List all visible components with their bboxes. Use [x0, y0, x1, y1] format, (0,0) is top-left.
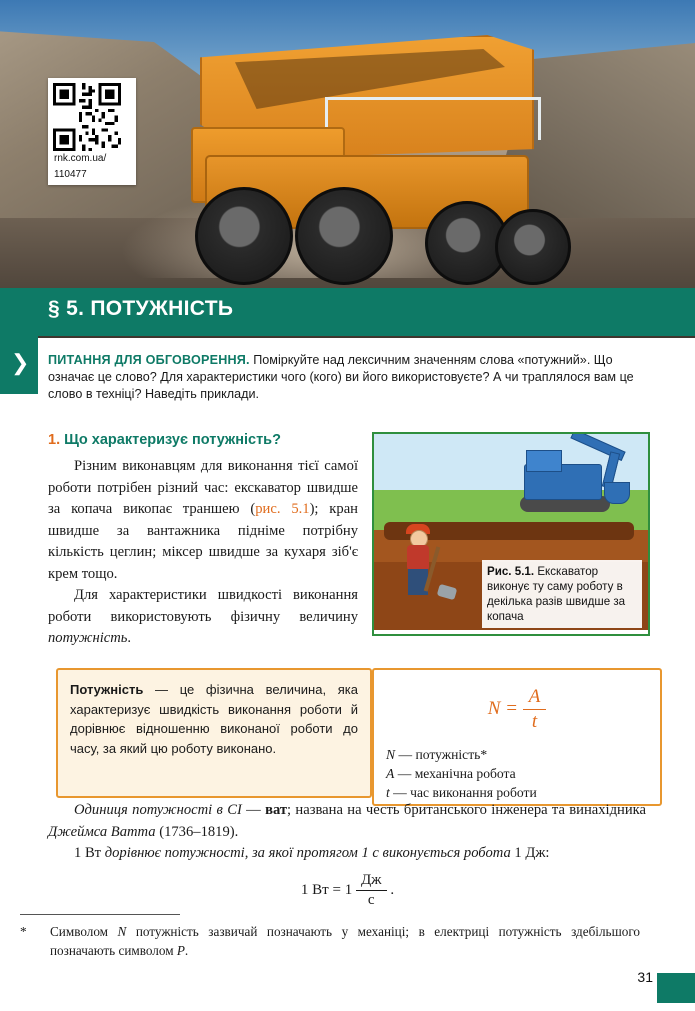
- discussion-label: ПИТАННЯ ДЛЯ ОБГОВОРЕННЯ.: [48, 353, 250, 367]
- figure-excavator: [372, 432, 650, 636]
- legend-description: — потужність*: [395, 747, 488, 762]
- figure-caption-label: Рис. 5.1.: [487, 565, 535, 578]
- legend-row: [386, 764, 648, 783]
- subsection-heading: [48, 432, 378, 448]
- formula-denominator-second: с: [367, 892, 375, 908]
- section-title-bar: [0, 288, 695, 336]
- formula-denominator: t: [531, 711, 538, 732]
- formula-numerator: A: [528, 686, 541, 707]
- footnote-symbol-p: P: [176, 943, 185, 958]
- truck-wheel: [295, 187, 393, 285]
- unit-phrase: Одиниця потужності в СІ: [74, 802, 242, 818]
- legend-description: — механічна робота: [394, 766, 516, 781]
- formula-symbol-n: N: [487, 697, 501, 719]
- paragraph-1-part-a: Різним виконавцям для виконання тієї самої роботи потрібен різний час: екскаватор швидше за копача викопає траншею (: [48, 458, 358, 517]
- lower-p1-c: ; названа на честь британського інженера та винахідника: [287, 802, 647, 818]
- corner-marker: [657, 973, 695, 1003]
- page-title: § 5. ПОТУЖНІСТЬ: [48, 297, 234, 320]
- inventor-years: (1736–1819).: [155, 823, 239, 840]
- subsection-title: Що характеризує потужність?: [64, 432, 281, 448]
- definition-text: — це фізична величина, яка характеризує швидкість виконання роботи й дорівнює відношенню виконаної роботи до часу, за який цю роботу виконано.: [70, 682, 358, 756]
- figure-caption-text: Екскаватор виконує ту саму роботу в декілька разів швидше за копача: [487, 565, 626, 623]
- truck-rail: [325, 97, 541, 140]
- formula-left-side: 1 Вт = 1: [300, 881, 353, 898]
- footnote-part-b: потужність зазвичай позначають у механіці; в електриці потужність здебільшого позначають символом: [50, 924, 640, 958]
- inventor-name: Джеймса Ватта: [48, 823, 156, 840]
- side-tab-marker: [0, 336, 38, 394]
- formula-box: [372, 668, 662, 806]
- discussion-block: [48, 352, 646, 403]
- dump-truck-illustration: [175, 35, 595, 285]
- legend-description: — час виконання роботи: [389, 785, 537, 800]
- lower-p2-a: 1 Вт: [74, 845, 105, 861]
- formula-fraction-bar: [523, 709, 547, 710]
- excavator-bucket: [604, 482, 630, 504]
- paragraph-2: [48, 585, 358, 650]
- chevron-right-icon: ❯: [11, 350, 30, 375]
- worker-torso: [407, 545, 429, 571]
- lower-p2-b: 1 Дж:: [510, 845, 550, 861]
- footnote: [20, 922, 640, 960]
- formula-legend: [386, 745, 648, 802]
- legend-symbol: A: [386, 766, 395, 781]
- lower-paragraph-2: [48, 843, 646, 865]
- paragraph-2-emphasis: потужність: [48, 630, 128, 646]
- paragraph-1-part-b: ); кран швидше за вантажника підніме потрібну кількість цеглин; міксер швидше за кухаря зіб'є крем тощо.: [48, 501, 358, 582]
- lower-paragraph-1: [48, 800, 646, 843]
- formula-numerator-joule: Дж: [360, 872, 382, 888]
- footnote-divider: [20, 914, 180, 915]
- footnote-symbol-n: N: [117, 924, 127, 939]
- footnote-part-a: Символом: [50, 924, 118, 939]
- formula-fraction: [523, 686, 547, 733]
- footnote-text: [50, 922, 640, 960]
- definition-box: [56, 668, 372, 798]
- lower-p1-a: —: [241, 802, 266, 818]
- formula-fraction-joule-second: [356, 872, 387, 909]
- lower-p2-emphasis: дорівнює потужності, за якої протягом 1 с виконується робота: [104, 845, 511, 861]
- formula-equals: =: [505, 697, 518, 719]
- discussion-text: Поміркуйте над лексичним значенням слова «потужний». Що означає це слово? Для характеристики чого (кого) ви його використовуєте? А чи траплялося вам це слово в техніці? Наведіть приклади.: [48, 353, 634, 401]
- power-formula: [386, 686, 648, 733]
- formula-fraction-bar: [356, 890, 387, 891]
- paragraph-1: [48, 456, 358, 585]
- body-text-column: [48, 456, 358, 650]
- qr-code-icon[interactable]: [53, 83, 121, 151]
- watt-definition-formula: [0, 872, 695, 909]
- formula-period: .: [390, 881, 395, 898]
- truck-wheel: [495, 209, 571, 285]
- lower-text-block: [48, 800, 646, 865]
- truck-wheel: [195, 187, 293, 285]
- figure-caption: [482, 560, 642, 628]
- page-number: 31: [637, 969, 653, 985]
- definition-term: Потужність: [70, 682, 144, 697]
- legend-row: [386, 745, 648, 764]
- figure-reference-link[interactable]: рис. 5.1: [255, 501, 310, 517]
- qr-code-box[interactable]: [48, 78, 136, 185]
- paragraph-2-part-a: Для характеристики швидкості виконання роботи використовують фізичну величину: [48, 587, 358, 625]
- unit-name: ват: [265, 802, 288, 818]
- excavator-cab: [526, 450, 562, 472]
- legend-symbol: N: [386, 747, 396, 762]
- footnote-marker: *: [20, 924, 27, 939]
- paragraph-2-part-b: .: [127, 630, 132, 646]
- qr-url-line1: rnk.com.ua/: [54, 153, 107, 164]
- qr-url-line2: 110477: [54, 169, 87, 180]
- footnote-part-c: .: [184, 943, 189, 958]
- subsection-number: 1.: [48, 432, 61, 448]
- legend-symbol: t: [386, 785, 390, 800]
